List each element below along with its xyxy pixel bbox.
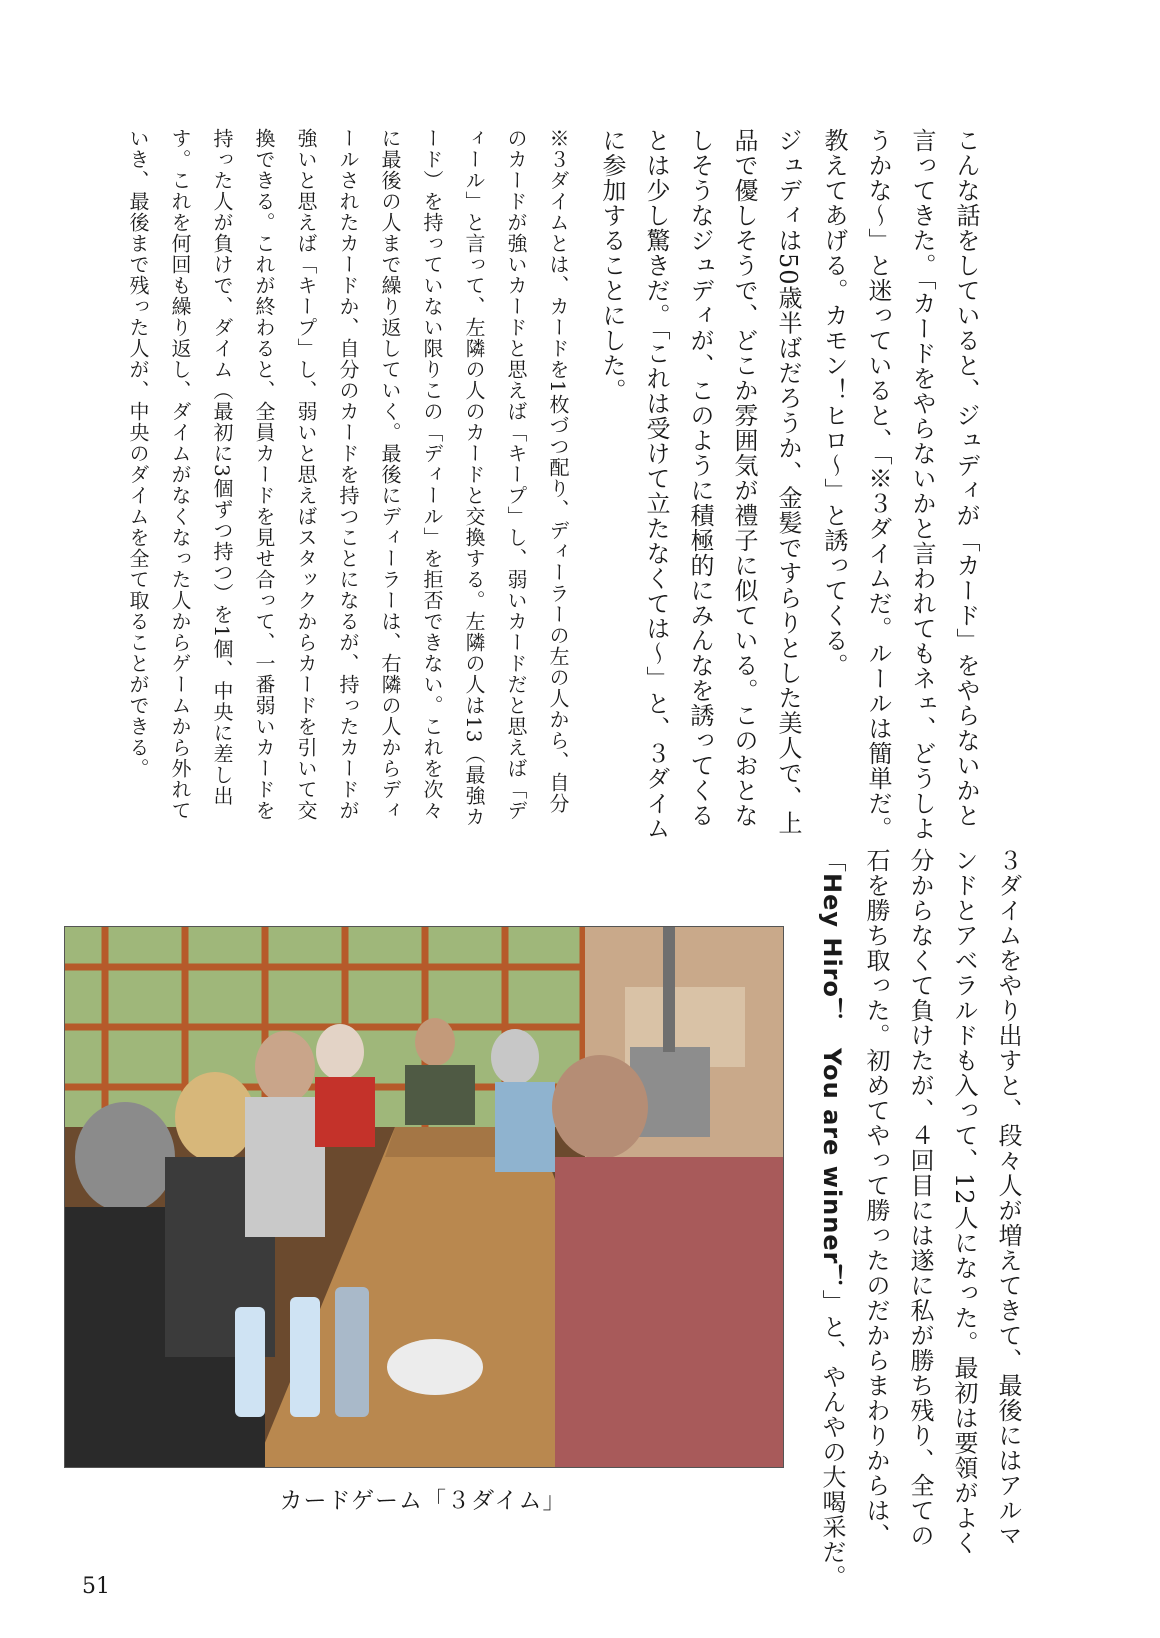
text-column: に参加することにした。	[598, 128, 626, 403]
text-column: 分からなくて負けたが、４回目には遂に私が勝ち残り、全ての	[906, 848, 934, 1548]
you-are-winner-text: You are winner！	[818, 1048, 846, 1290]
text-column: ３ダイムをやり出すと、段々人が増えてきて、最後にはアルマ	[994, 848, 1022, 1548]
text-column: こんな話をしていると、ジュディが「カード」をやらないかと	[952, 128, 980, 828]
text-column: うかな〜」と迷っていると、「※３ダイムだ。ルールは簡単だ。	[864, 128, 892, 841]
footnote-column: いき、最後まで残った人が、中央のダイムを全て取ることができる。	[126, 128, 150, 779]
text-column: 品で優しそうで、どこか雰囲気が禮子に似ている。このおとな	[730, 128, 758, 828]
footnote-column: ※３ダイムとは、カードを1枚づつ配り、ディーラーの左の人から、自分	[546, 128, 570, 814]
footnote-column: ールされたカードか、自分のカードを持つことになるが、持ったカードが	[336, 128, 360, 821]
footnote-column: 換できる。これが終わると、全員カードを見せ合って、一番弱いカードを	[252, 128, 276, 821]
footnote-column: 強いと思えば「キープ」し、弱いと思えばスタックからカードを引いて交	[294, 128, 318, 821]
footnote-column: 持った人が負けで、ダイム（最初に3個ずつ持つ）を1個、中央に差し出	[210, 128, 234, 807]
page-number: 51	[82, 1574, 110, 1599]
footnote-column: ード）を持っていない限りこの「ディール」を拒否できない。これを次々	[420, 128, 444, 821]
footnote-column: す。これを何回も繰り返し、ダイムがなくなった人からゲームから外れて	[168, 128, 192, 821]
text-column: 教えてあげる。カモン！ヒロ〜」と誘ってくる。	[820, 128, 848, 678]
text-column: ンドとアベラルドも入って、12人になった。最初は要領がよく	[950, 848, 978, 1556]
text-column: 石を勝ち取った。初めてやって勝ったのだからまわりからは、	[862, 848, 890, 1548]
card-game-photo	[64, 926, 784, 1468]
text-column-hey-hiro	[820, 848, 844, 1589]
text-column: ジュディは50歳半ばだろうか、金髪ですらりとした美人で、上	[774, 128, 802, 836]
footnote-column: に最後の人まで繰り返していく。最後にディーラーは、右隣の人からディ	[378, 128, 402, 821]
footnote-column: ィール」と言って、左隣の人のカードと交換する。左隣の人は13（最強カ	[462, 128, 486, 828]
closing-text: 」と、やんやの大喝采だ。	[818, 1289, 846, 1590]
text-column: しそうなジュディが、このように積極的にみんなを誘ってくる	[686, 128, 714, 828]
text-column: 言ってきた。「カードをやらないかと言われてもネェ、どうしよ	[908, 128, 936, 841]
photo-caption: カードゲーム「３ダイム」	[279, 1488, 567, 1514]
footnote-column: のカードが強いカードと思えば「キープ」し、弱いカードだと思えば「デ	[504, 128, 528, 821]
text-column: とは少し驚きだ。「これは受けて立たなくては〜」と、３ダイム	[642, 128, 670, 841]
hey-hiro-text: Hey Hiro！	[818, 873, 846, 1023]
quote-open: 「	[818, 848, 846, 873]
